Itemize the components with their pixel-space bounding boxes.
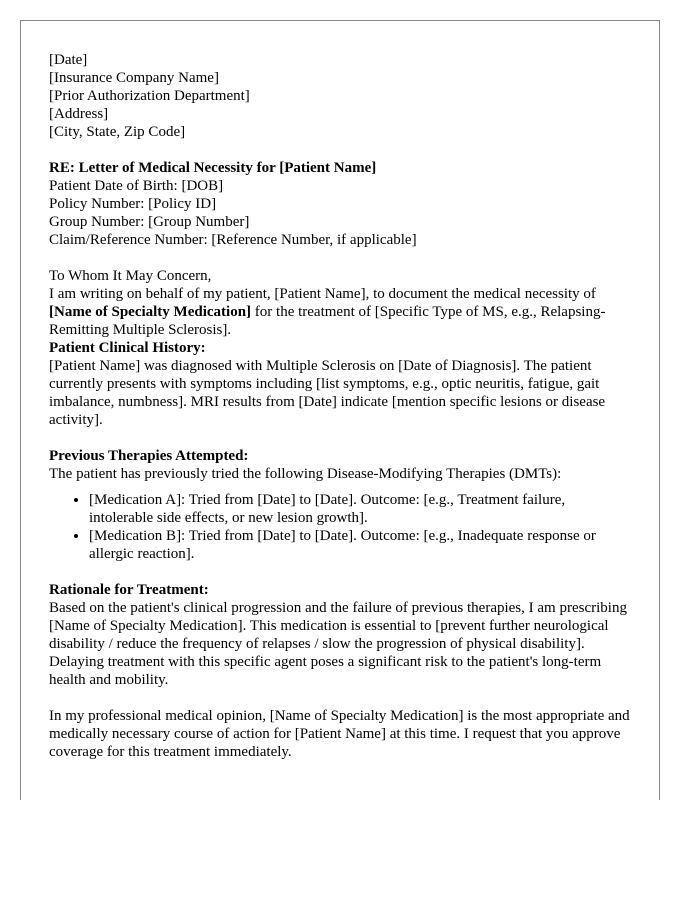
reference-block [49, 159, 631, 249]
salutation: To Whom It May Concern, [49, 268, 212, 284]
therapy-list [49, 491, 631, 563]
recipient-address-block [49, 51, 631, 141]
claim-reference-number: Claim/Reference Number: [Reference Number, if applicable] [49, 232, 417, 248]
clinical-history-section [49, 339, 631, 429]
clinical-history-heading: Patient Clinical History: [49, 340, 206, 356]
therapy-list-item: • [Medication B]: Tried from [Date] to [Date]. Outcome: [e.g., Inadequate response or allergic reaction]. [89, 527, 631, 563]
letter-date: [Date] [49, 52, 88, 68]
insurance-company-name: [Insurance Company Name] [49, 70, 219, 86]
closing-paragraph: In my professional medical opinion, [Name of Specialty Medication] is the most appropriate and medically necessary course of action for [Patient Name] at this time. I request that you approve coverage for this treatment immediately. [49, 708, 630, 760]
intro-text-before: I am writing on behalf of my patient, [Patient Name], to document the medical necessity of [49, 286, 596, 302]
previous-therapies-text: The patient has previously tried the following Disease-Modifying Therapies (DMTs): [49, 466, 562, 482]
city-state-zip: [City, State, Zip Code] [49, 124, 186, 140]
letter-page [20, 20, 660, 800]
group-number: Group Number: [Group Number] [49, 214, 250, 230]
patient-dob: Patient Date of Birth: [DOB] [49, 178, 224, 194]
previous-therapies-heading: Previous Therapies Attempted: [49, 448, 249, 464]
clinical-history-text: [Patient Name] was diagnosed with Multiple Sclerosis on [Date of Diagnosis]. The patient currently presents with symptoms including [list symptoms, e.g., optic neuritis, fatigue, gait imbalance, numbness]. MRI results from [Date] indicate [mention specific lesions or disease activity]. [49, 358, 606, 428]
intro-text-after: for the treatment of [Specific Type of MS, e.g., Relapsing-Remitting Multiple Sclerosis]. [49, 304, 606, 338]
specialty-medication-name: [Name of Specialty Medication] [49, 304, 252, 320]
policy-number: Policy Number: [Policy ID] [49, 196, 217, 212]
rationale-text: Based on the patient's clinical progression and the failure of previous therapies, I am prescribing [Name of Specialty Medication]. This medication is essential to [prevent further neurological disability / reduce the frequency of relapses / slow the progression of physical disability]. Delaying treatment with this specific agent poses a significant risk to the patient's long-term health and mobility. [49, 600, 627, 688]
intro-paragraph [49, 285, 631, 339]
department-name: [Prior Authorization Department] [49, 88, 250, 104]
street-address: [Address] [49, 106, 109, 122]
previous-therapies-section [49, 447, 631, 563]
rationale-heading: Rationale for Treatment: [49, 582, 209, 598]
re-subject: RE: Letter of Medical Necessity for [Patient Name] [49, 160, 377, 176]
rationale-section [49, 581, 631, 689]
therapy-list-item: • [Medication A]: Tried from [Date] to [Date]. Outcome: [e.g., Treatment failure, intolerable side effects, or new lesion growth]. [89, 491, 631, 527]
